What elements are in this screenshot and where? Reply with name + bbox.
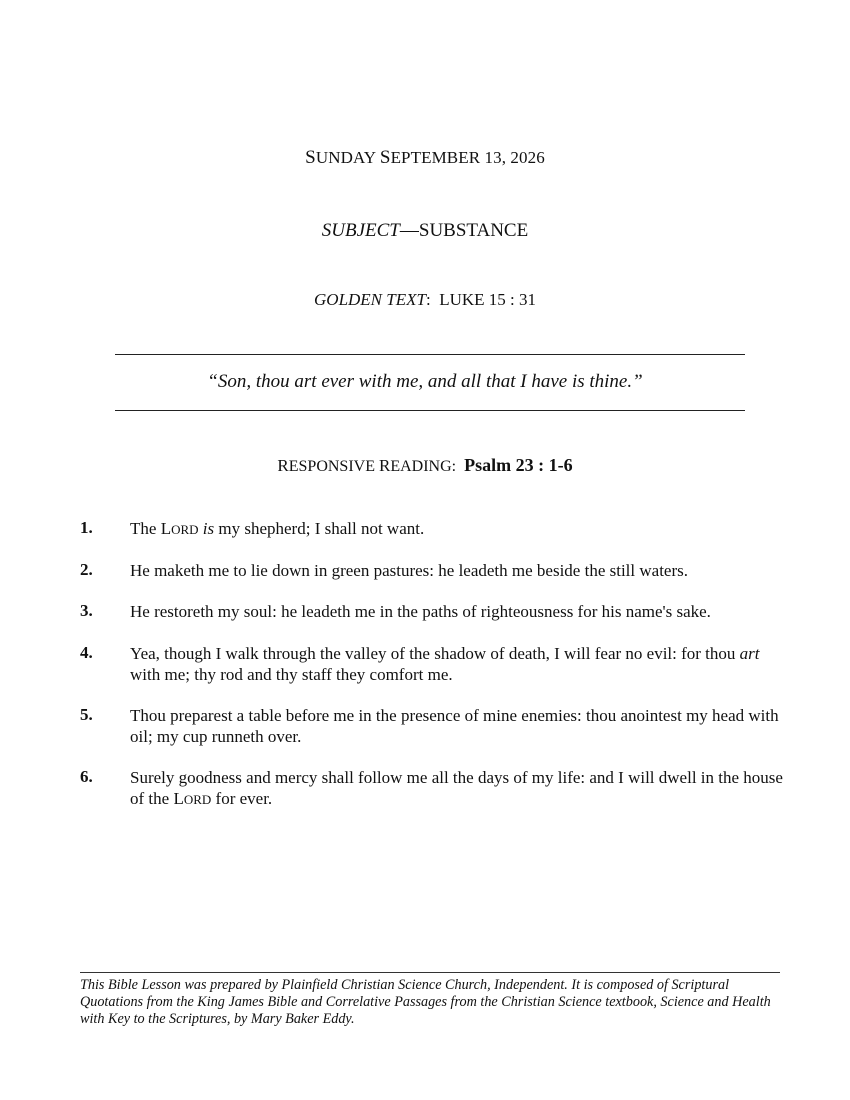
subject-dash: — <box>399 220 419 241</box>
lesson-subject <box>0 220 850 242</box>
lord-initial: L <box>173 789 184 808</box>
golden-text-bottom-rule <box>115 410 745 411</box>
verse-number: 3. <box>80 601 93 620</box>
responsive-initial: R <box>277 456 289 475</box>
verse-number: 2. <box>80 560 93 579</box>
verse-text-part: my shepherd; I shall not want. <box>214 519 425 538</box>
verse-text-part: The <box>130 519 161 538</box>
verse-text <box>130 643 790 685</box>
footer-note: This Bible Lesson was prepared by Plainfield Christian Science Church, Independent. It is composed of Scriptural Quotations from the King James Bible and Correlative Passages from the Christian Science textbook, Science and Health with Key to the Scriptures, by Mary Baker Eddy. <box>80 977 771 1027</box>
responsive-reading-passage: Psalm 23 : 1-6 <box>464 455 573 475</box>
verse-text <box>130 518 790 540</box>
golden-text-top-rule <box>115 354 745 355</box>
verse-number: 1. <box>80 518 93 537</box>
verse-number: 4. <box>80 643 93 662</box>
responsive-word: ESPONSIVE <box>288 458 379 475</box>
verse-text: Thou preparest a table before me in the presence of mine enemies: thou anointest my head with oil; my cup runneth over. <box>130 706 779 746</box>
date-initial: S <box>379 147 391 168</box>
lord-small-caps: ORD <box>171 522 199 537</box>
date-month-day-year: EPTEMBER 13, 2026 <box>390 148 545 167</box>
verse-italic-word: art <box>739 644 760 663</box>
subject-label: SUBJECT <box>321 220 400 241</box>
golden-text-reference <box>0 290 850 310</box>
lesson-date <box>0 147 850 169</box>
golden-text-quote: “Son, thou art ever with me, and all that I have is thine.” <box>207 371 643 392</box>
golden-text-colon: : <box>425 290 440 309</box>
golden-text-label: GOLDEN TEXT <box>314 290 426 309</box>
verse-text <box>130 767 790 810</box>
footer-rule <box>80 972 780 973</box>
verse-text-part: Yea, though I walk through the valley of the shadow of death, I will fear no evil: for thou <box>130 644 740 663</box>
verse-number: 6. <box>80 767 93 786</box>
verse-text: He restoreth my soul: he leadeth me in the paths of righteousness for his name's sake. <box>130 602 711 621</box>
lord-initial: L <box>160 519 172 538</box>
reading-initial: R <box>378 456 391 475</box>
reading-word: EADING <box>390 458 452 475</box>
date-initial: S <box>305 147 316 168</box>
golden-text-citation: LUKE 15 : 31 <box>439 290 536 309</box>
subject-value: SUBSTANCE <box>418 220 529 241</box>
date-day: UNDAY <box>315 148 376 167</box>
verse-number: 5. <box>80 705 93 724</box>
responsive-colon: : <box>451 458 465 475</box>
verse-italic-word: is <box>198 519 215 538</box>
verse-text-part: with me; thy rod and thy staff they comfort me. <box>130 644 764 684</box>
responsive-reading-heading <box>0 455 850 476</box>
verse-text: He maketh me to lie down in green pastures: he leadeth me beside the still waters. <box>130 561 688 580</box>
verse-text-part: Surely goodness and mercy shall follow me all the days of my life: and I will dwell in the house of the <box>130 768 788 808</box>
verse-text-part: for ever. <box>211 789 273 808</box>
lord-small-caps: ORD <box>183 792 212 807</box>
